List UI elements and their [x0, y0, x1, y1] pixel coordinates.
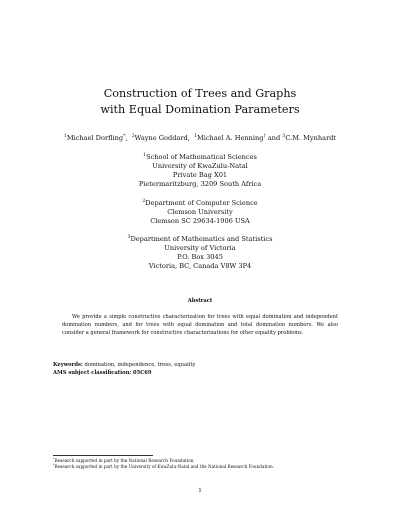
footnote-rule: [53, 455, 153, 456]
keywords-block: Keywords: domination, independence, trees, equality AMS subject classification: 05C69: [53, 362, 196, 376]
affiliation-1: $^1$School of Mathematical Sciences University of KwaZulu-Natal Private Bag X01 Pietermaritzburg, 3209 South Africa: [138, 152, 262, 188]
author: $^3$C.M. Mynhardt: [282, 133, 337, 142]
abstract-text: We provide a simple constructive characterization for trees with equal domination and independent domination numbers, and for trees with equal domination and total domination numbers. We also consider a general framework for constructive characterizations for other equality problems.: [62, 314, 338, 336]
affiliation-3: $^3$Department of Mathematics and Statistics University of Victoria P.O. Box 3045 Victoria, BC, Canada V8W 3P4: [127, 234, 273, 270]
footnote: *Research supported in part by the National Research Foundation.: [53, 456, 195, 463]
footnote: †Research supported in part by the University of KwaZulu-Natal and the National Research Foundation.: [53, 462, 275, 469]
author-list: $^1$Michael Dorfling*, $^2$Wayne Goddard, $^1$Michael A. Henning† and $^3$C.M. Mynhardt: [63, 133, 337, 142]
author: $^2$Wayne Goddard: [131, 133, 188, 142]
abstract-heading: Abstract: [187, 298, 213, 304]
affiliation-2: $^2$Department of Computer Science Clemson University Clemson SC 29634-1906 USA: [142, 198, 258, 225]
page-number: 1: [198, 488, 202, 494]
author: $^1$Michael Dorfling*: [63, 133, 126, 142]
title-line-1: Construction of Trees and Graphs: [103, 87, 297, 100]
author: $^1$Michael A. Henning†: [194, 133, 266, 142]
title-line-2: with Equal Domination Parameters: [100, 103, 300, 116]
paper-title: [0, 86, 400, 118]
